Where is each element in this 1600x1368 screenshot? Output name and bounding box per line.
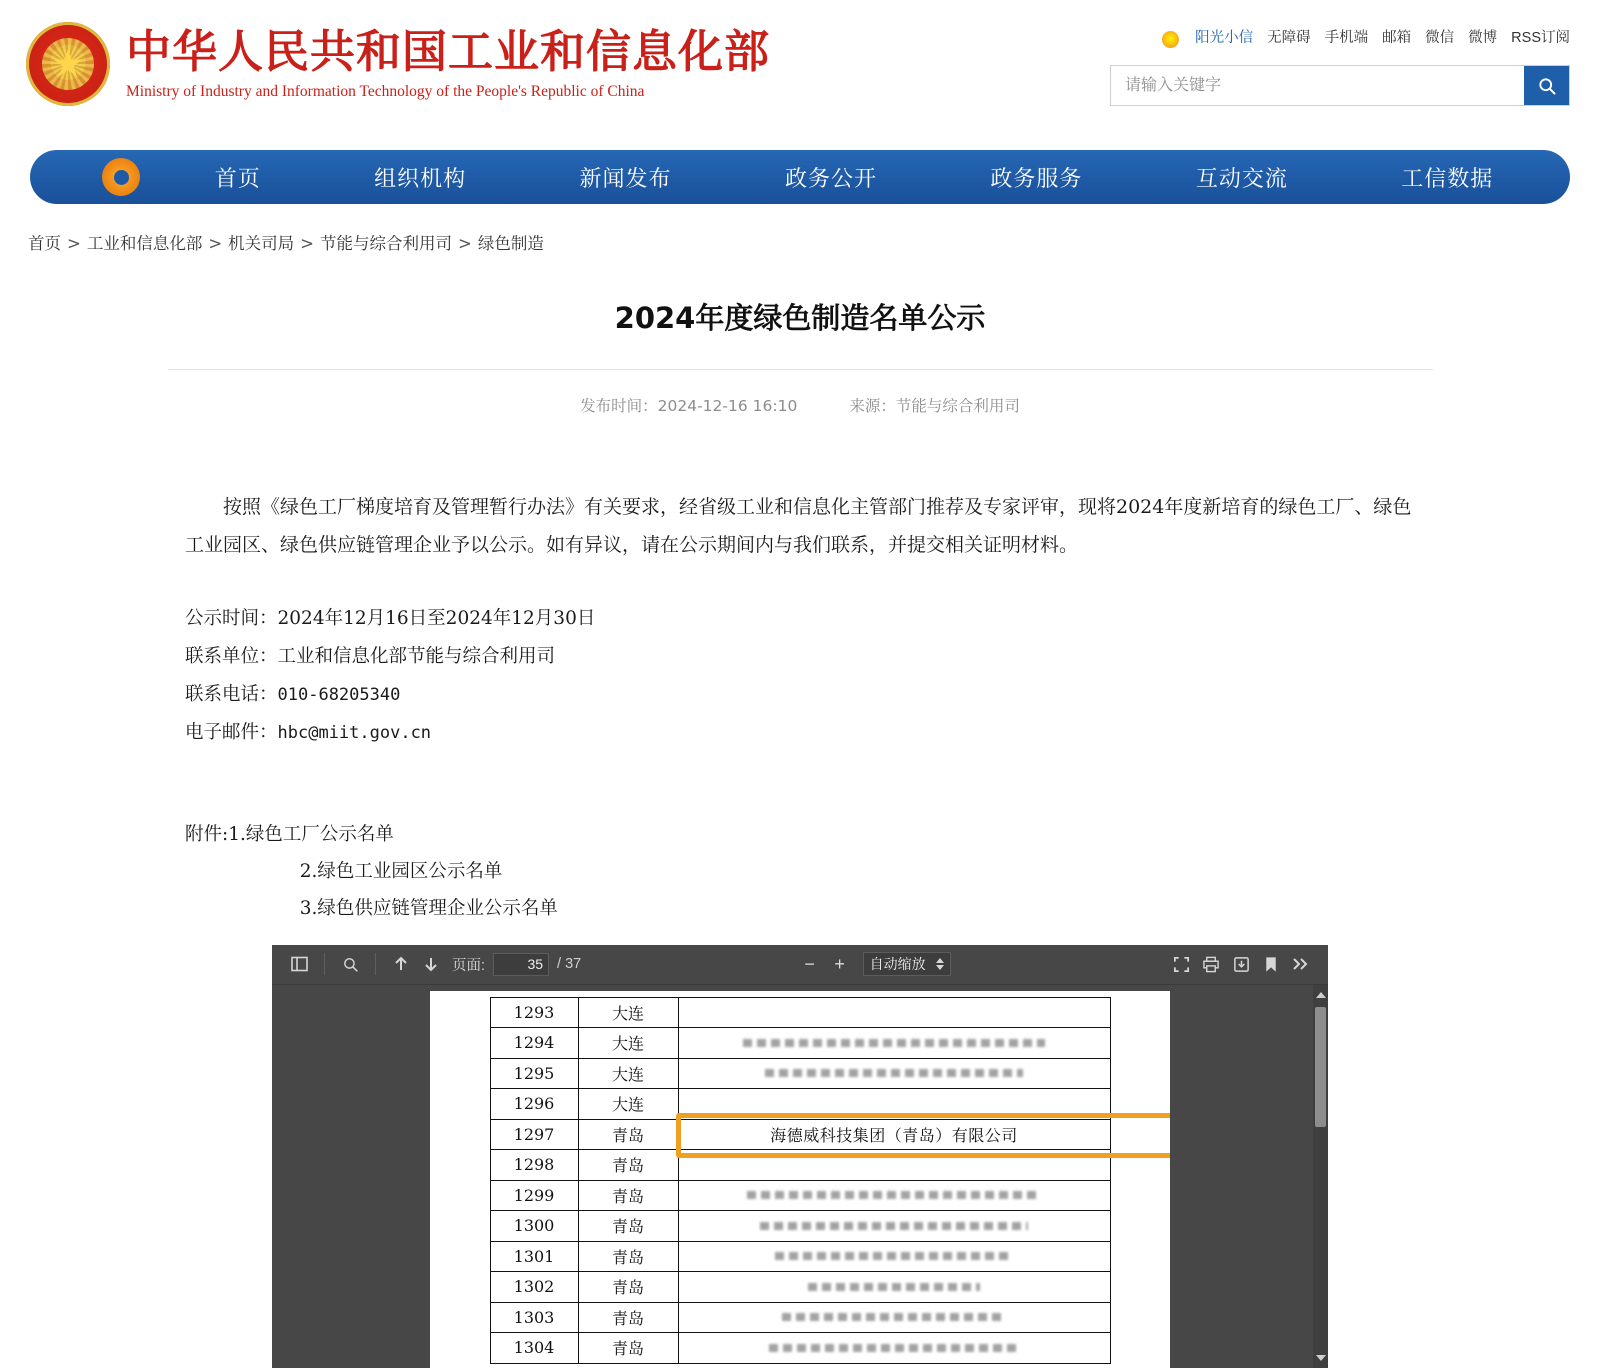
national-emblem-icon [26,22,110,106]
table-row [490,1272,1110,1303]
row-number: 1300 [490,1211,578,1242]
table-row [490,997,1110,1028]
attachment-row-2 [185,853,1415,890]
publish-time-value: 2024-12-16 16:10 [657,397,798,415]
page-number-input[interactable] [493,953,549,976]
scroll-down-icon[interactable] [1313,1350,1328,1366]
breadcrumb-separator: > [208,234,223,253]
row-number: 1302 [490,1272,578,1303]
zoom-level-select[interactable] [863,952,951,976]
row-number: 1295 [490,1058,578,1089]
publish-time-label: 发布时间： [580,397,658,415]
site-logo[interactable] [26,22,770,106]
article-body [155,488,1445,564]
pdf-list-table [490,997,1111,1364]
find-icon[interactable] [335,950,365,978]
breadcrumb-separator: > [300,234,314,253]
presentation-mode-icon[interactable] [1166,950,1196,978]
row-city: 大连 [578,1089,678,1120]
row-company [678,1058,1110,1089]
table-row [490,1089,1110,1120]
attachment-link-2[interactable]: 2.绿色工业园区公示名单 [299,860,503,882]
title-divider [168,369,1433,370]
info-label-period: 公示时间： [185,608,278,629]
top-link-mail[interactable]: 邮箱 [1382,29,1412,46]
zoom-in-button[interactable]: + [834,954,845,975]
breadcrumb-item-2[interactable]: 机关司局 [228,234,295,253]
attachment-row-3 [185,890,1415,927]
row-city: 青岛 [578,1333,678,1364]
row-number: 1304 [490,1333,578,1364]
table-row [490,1150,1110,1181]
breadcrumb-item-3[interactable]: 节能与综合利用司 [319,234,452,253]
row-city: 青岛 [578,1241,678,1272]
table-row [490,1241,1110,1272]
main-navigation [30,150,1570,204]
pdf-viewer [272,945,1328,1368]
row-number: 1303 [490,1302,578,1333]
search-icon [1537,76,1557,96]
table-row [490,1211,1110,1242]
row-city: 青岛 [578,1302,678,1333]
info-label-phone: 联系电话： [185,683,278,705]
row-number: 1293 [490,997,578,1028]
page-title: 2024年度绿色制造名单公示 [614,301,986,335]
info-row-email [185,714,1415,752]
nav-item-government-affairs[interactable]: 政务公开 [784,166,877,192]
page-label: 页面: [452,957,486,974]
attachment-link-1[interactable]: 1.绿色工厂公示名单 [228,823,394,845]
scrollbar-thumb[interactable] [1315,1007,1326,1127]
nav-item-government-services[interactable]: 政务服务 [990,166,1083,192]
breadcrumb-item-4[interactable]: 绿色制造 [477,234,544,253]
row-company [678,1180,1110,1211]
row-company [678,1028,1110,1059]
sun-icon [1162,31,1179,48]
article-meta [155,394,1445,416]
row-company [678,1333,1110,1364]
nav-item-data[interactable]: 工信数据 [1401,166,1494,192]
row-number: 1296 [490,1089,578,1120]
zoom-level-value: 自动缩放 [869,957,926,974]
scroll-up-icon[interactable] [1313,987,1328,1003]
chevron-updown-icon [936,958,944,970]
row-company [678,997,1110,1028]
header-utilities [1110,22,1570,106]
row-city: 青岛 [578,1272,678,1303]
row-city: 青岛 [578,1211,678,1242]
row-company [678,1241,1110,1272]
pdf-page [430,991,1170,1368]
site-title-cn: 中华人民共和国工业和信息化部 [126,25,771,79]
site-title-en: Ministry of Industry and Information Technology of the People's Republic of China [126,82,645,100]
pdf-toolbar [272,945,1328,985]
pdf-scrollbar[interactable] [1313,985,1328,1368]
top-link-sunshine[interactable]: 阳光小信 [1195,29,1254,46]
table-row [490,1058,1110,1089]
more-tools-icon[interactable] [1286,950,1316,978]
row-company [678,1211,1110,1242]
attachment-row-1 [185,816,1415,853]
top-link-wechat[interactable]: 微信 [1425,29,1455,46]
info-row-period [185,600,1415,638]
site-header [0,0,1600,142]
contact-info [155,600,1445,752]
nav-item-home[interactable]: 首页 [214,166,261,192]
row-number: 1301 [490,1241,578,1272]
article-paragraph-1: 按照《绿色工厂梯度培育及管理暂行办法》有关要求，经省级工业和信息化主管部门推荐及专家评审，现将2024年度新培育的绿色工厂、绿色工业园区、绿色供应链管理企业予以公示。如有异议，请在公示期间内与我们联系，并提交相关证明材料。 [185,496,1412,556]
print-icon[interactable] [1196,950,1226,978]
bookmark-icon[interactable] [1256,950,1286,978]
attachments-prefix: 附件: [185,823,229,845]
search-bar [1110,65,1570,106]
row-company-highlighted: 海德威科技集团（青岛）有限公司 [678,1119,1110,1150]
info-row-unit [185,638,1415,676]
source-label: 来源： [849,397,896,415]
row-city: 青岛 [578,1150,678,1181]
info-value-email: hbc@miit.gov.cn [277,722,432,743]
row-city: 大连 [578,997,678,1028]
top-link-mobile[interactable]: 手机端 [1324,29,1369,46]
row-city: 青岛 [578,1119,678,1150]
search-input[interactable] [1111,66,1524,105]
table-row-highlighted [490,1119,1110,1150]
breadcrumb-item-0[interactable]: 首页 [28,234,61,253]
sidebar-toggle-icon[interactable] [284,950,314,978]
nav-item-organization[interactable]: 组织机构 [374,166,467,192]
row-number: 1299 [490,1180,578,1211]
info-value-phone: 010-68205340 [277,684,401,705]
table-row [490,1180,1110,1211]
top-link-weibo[interactable]: 微博 [1468,29,1498,46]
nav-gear-icon [102,158,140,196]
article [155,296,1445,927]
nav-item-news[interactable]: 新闻发布 [579,166,672,192]
pdf-page-stage[interactable] [272,985,1328,1368]
row-number: 1297 [490,1119,578,1150]
top-links [1110,22,1570,50]
info-label-unit: 联系单位： [185,645,278,667]
top-link-rss[interactable]: RSS订阅 [1511,29,1570,46]
page-total: / 37 [557,956,582,973]
row-company [678,1150,1110,1181]
breadcrumb [28,230,1600,254]
top-link-accessibility[interactable]: 无障碍 [1267,29,1311,46]
row-company [678,1302,1110,1333]
info-row-phone [185,676,1415,714]
nav-item-interaction[interactable]: 互动交流 [1195,166,1288,192]
row-city: 大连 [578,1028,678,1059]
download-icon[interactable] [1226,950,1256,978]
source-value: 节能与综合利用司 [895,397,1020,415]
row-company [678,1089,1110,1120]
table-row [490,1028,1110,1059]
row-company [678,1272,1110,1303]
previous-page-icon[interactable] [386,950,416,978]
breadcrumb-separator: > [457,234,472,253]
attachment-link-3[interactable]: 3.绿色供应链管理企业公示名单 [299,897,558,919]
info-label-email: 电子邮件： [185,721,278,743]
row-number: 1298 [490,1150,578,1181]
row-number: 1294 [490,1028,578,1059]
attachments [155,816,1445,927]
row-city: 青岛 [578,1180,678,1211]
breadcrumb-separator: > [67,234,81,253]
next-page-icon[interactable] [416,950,446,978]
row-city: 大连 [578,1058,678,1089]
info-value-period: 2024年12月16日至2024年12月30日 [277,608,596,629]
search-button[interactable] [1524,66,1569,105]
table-row [490,1333,1110,1364]
table-row [490,1302,1110,1333]
info-value-unit: 工业和信息化部节能与综合利用司 [277,645,556,667]
breadcrumb-item-1[interactable]: 工业和信息化部 [86,234,203,253]
zoom-out-button[interactable]: − [804,954,815,975]
